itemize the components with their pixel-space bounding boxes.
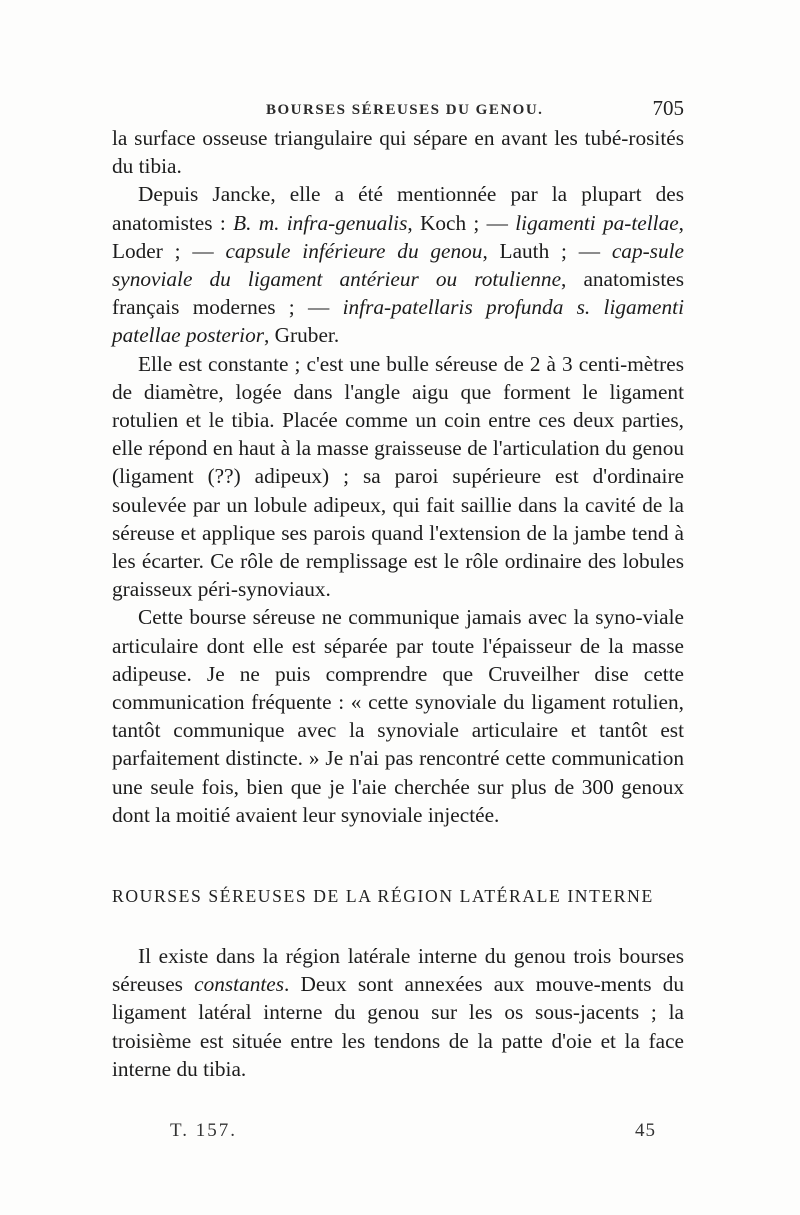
text-segment: Depuis Jancke, elle a été mentionnée par la plupart des anatomistes : (112, 182, 684, 235)
italic-text-segment: B. m. infra-genualis (233, 210, 408, 235)
page-footer (170, 1120, 660, 1150)
paragraph (112, 350, 684, 604)
italic-text-segment: infra-patellaris profunda s. ligamenti patellae posterior (112, 295, 684, 348)
italic-text-segment: constantes (194, 972, 285, 997)
text-segment: , anatomistes français modernes ; — (112, 267, 684, 320)
sheet-number: 45 (635, 1120, 656, 1141)
italic-text-segment: ligamenti pa-tellae (515, 210, 679, 235)
text-segment: , Lauth ; — (482, 238, 612, 263)
running-title: BOURSES SÉREUSES DU GENOU. (266, 102, 544, 118)
body-text-bottom (112, 942, 684, 1083)
text-segment: Il existe dans la région latérale interne du genou trois bourses séreuses (112, 944, 684, 997)
paragraph (112, 124, 684, 180)
text-segment: , Gruber. (264, 323, 340, 348)
text-segment: , Loder ; — (112, 210, 684, 263)
italic-text-segment: capsule inférieure du genou (225, 238, 483, 263)
running-head (108, 94, 690, 126)
section-heading: ROURSES SÉREUSES DE LA RÉGION LATÉRALE INTERNE (112, 886, 654, 906)
text-segment: la surface osseuse triangulaire qui sépare en avant les tubé-rosités du tibia. (112, 126, 684, 179)
text-segment: . Deux sont annexées aux mouve-ments du ligament latéral interne du genou sur les os sous-jacents ; la troisième est située entre les tendons de la patte d'oie et la face interne du tibia. (112, 972, 684, 1081)
italic-text-segment: cap-sule synoviale du ligament antérieur ou rotulienne (112, 238, 684, 292)
paragraph (112, 942, 684, 1083)
signature-mark: T. 157. (170, 1120, 237, 1141)
paragraph (112, 180, 684, 349)
text-segment: , Koch ; — (407, 210, 516, 235)
text-segment: Elle est constante ; c'est une bulle séreuse de 2 à 3 centi-mètres de diamètre, logée dans l'angle aigu que forment le ligament rotulien et le tibia. Placée comme un coin entre ces deux parties, elle répond en haut à la masse graisseuse de l'articulation du genou (ligament (??) adipeux) ; sa paroi supérieure est d'ordinaire soulevée par un lobule adipeux, qui fait saillie dans la cavité de la séreuse et applique ses parois quand l'extension de la jambe tend à les écarter. Ce rôle de remplissage est le rôle ordinaire des lobules graisseux péri-synoviaux. (112, 351, 684, 602)
body-text-top (112, 124, 684, 829)
paragraph (112, 603, 684, 829)
page-number: 705 (652, 96, 684, 120)
text-segment: Cette bourse séreuse ne communique jamais avec la syno-viale articulaire dont elle est séparée par toute l'épaisseur de la masse adipeuse. Je ne puis comprendre que Cruveilher dise cette communication fréquente : « cette synoviale du ligament rotulien, tantôt communique avec la synoviale articulaire et tantôt est parfaitement distincte. » Je n'ai pas rencontré cette communication une seule fois, bien que je l'aie cherchée sur plus de 300 genoux dont la moitié avaient leur synoviale injectée. (112, 605, 684, 827)
